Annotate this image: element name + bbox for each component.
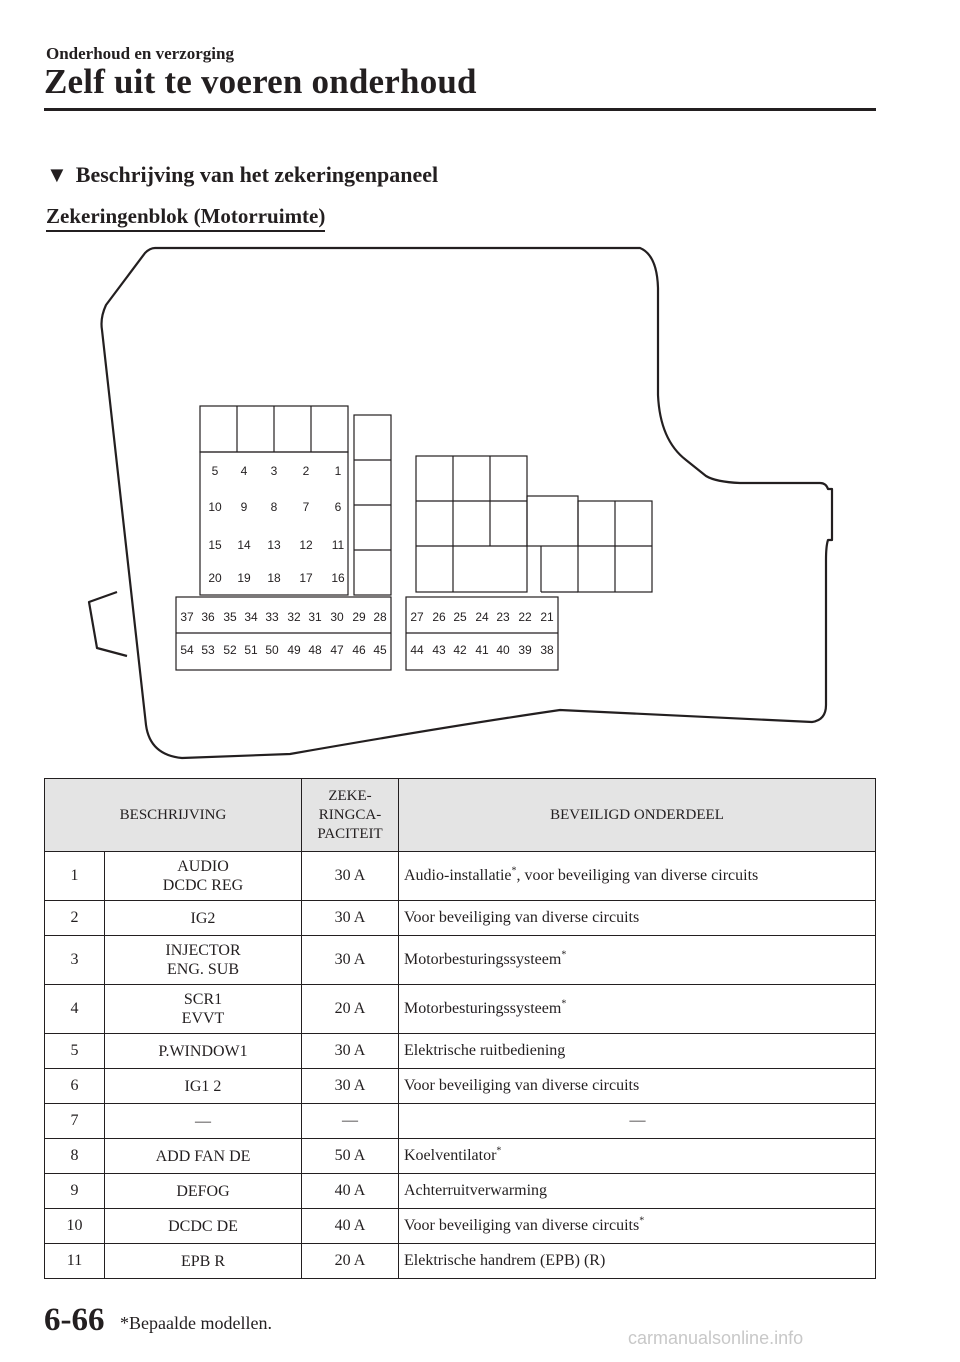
fuse-description: DCDC DE <box>105 1209 302 1244</box>
fuse-description: IG1 2 <box>105 1069 302 1104</box>
table-row <box>45 1104 876 1139</box>
fuse-label-10: 10 <box>208 500 222 514</box>
table-row <box>45 1244 876 1279</box>
fuse-capacity: 50 A <box>302 1139 399 1174</box>
fuse-table <box>44 778 876 1279</box>
fuse-description: DEFOG <box>105 1174 302 1209</box>
protected-part: Achterruitverwarming <box>399 1174 876 1209</box>
fuse-label-19: 19 <box>237 571 251 585</box>
fuse-label-50: 50 <box>265 643 279 657</box>
fuse-description: INJECTOR ENG. SUB <box>105 936 302 985</box>
fuse-label-16: 16 <box>331 571 345 585</box>
fuse-number: 11 <box>45 1244 105 1279</box>
subsection-title: Beschrijving van het zekeringenpaneel <box>75 162 439 187</box>
fuse-label-38: 38 <box>540 643 554 657</box>
protected-part: Motorbesturingssysteem* <box>399 936 876 985</box>
fuse-description: IG2 <box>105 901 302 936</box>
fuse-description: EPB R <box>105 1244 302 1279</box>
fuse-capacity: 30 A <box>302 936 399 985</box>
protected-part: — <box>399 1104 876 1139</box>
fuse-label-1: 1 <box>334 464 342 478</box>
table-row <box>45 1139 876 1174</box>
fuse-label-37: 37 <box>180 610 194 624</box>
fuse-label-51: 51 <box>244 643 258 657</box>
fuse-label-12: 12 <box>299 538 313 552</box>
fuse-label-53: 53 <box>201 643 215 657</box>
fuse-label-27: 27 <box>410 610 424 624</box>
fuse-capacity: 40 A <box>302 1209 399 1244</box>
fuse-label-41: 41 <box>475 643 489 657</box>
table-row <box>45 936 876 985</box>
fuse-label-9: 9 <box>240 500 248 514</box>
fuse-label-28: 28 <box>373 610 387 624</box>
footnote: *Bepaalde modellen. <box>120 1313 272 1333</box>
fuse-block-title: Zekeringenblok (Motorruimte) <box>46 204 325 232</box>
fuse-number: 7 <box>45 1104 105 1139</box>
fuse-capacity: — <box>302 1104 399 1139</box>
fuse-label-21: 21 <box>540 610 554 624</box>
fuse-label-40: 40 <box>496 643 510 657</box>
fuse-label-49: 49 <box>287 643 301 657</box>
fuse-number: 6 <box>45 1069 105 1104</box>
fuse-label-20: 20 <box>208 571 222 585</box>
fuse-label-47: 47 <box>330 643 344 657</box>
fuse-label-4: 4 <box>240 464 248 478</box>
protected-part: Koelventilator* <box>399 1139 876 1174</box>
fuse-label-6: 6 <box>334 500 342 514</box>
fuse-label-52: 52 <box>223 643 237 657</box>
fuse-label-13: 13 <box>267 538 281 552</box>
section-kicker: Onderhoud en verzorging <box>46 44 234 63</box>
fuse-label-48: 48 <box>308 643 322 657</box>
fuse-label-45: 45 <box>373 643 387 657</box>
fuse-label-43: 43 <box>432 643 446 657</box>
fuse-number: 8 <box>45 1139 105 1174</box>
fuse-capacity: 30 A <box>302 1034 399 1069</box>
header-description: BESCHRIJVING <box>45 779 302 852</box>
protected-part: Motorbesturingssysteem* <box>399 985 876 1034</box>
fuse-number: 2 <box>45 901 105 936</box>
fuse-label-26: 26 <box>432 610 446 624</box>
fuse-label-31: 31 <box>308 610 322 624</box>
fuse-label-2: 2 <box>302 464 310 478</box>
protected-part: Elektrische ruitbediening <box>399 1034 876 1069</box>
fuse-description: ADD FAN DE <box>105 1139 302 1174</box>
fuse-label-15: 15 <box>208 538 222 552</box>
fuse-label-39: 39 <box>518 643 532 657</box>
fuse-label-18: 18 <box>267 571 281 585</box>
protected-part: Voor beveiliging van diverse circuits <box>399 1069 876 1104</box>
fuse-label-54: 54 <box>180 643 194 657</box>
table-row <box>45 901 876 936</box>
fuse-number: 10 <box>45 1209 105 1244</box>
fuse-label-8: 8 <box>270 500 278 514</box>
fuse-label-30: 30 <box>330 610 344 624</box>
header-protected-part: BEVEILIGD ONDERDEEL <box>399 779 876 852</box>
fuse-number: 1 <box>45 852 105 901</box>
watermark: carmanualsonline.info <box>628 1328 804 1348</box>
table-row <box>45 1209 876 1244</box>
fuse-capacity: 30 A <box>302 1069 399 1104</box>
fuse-label-36: 36 <box>201 610 215 624</box>
fuse-label-5: 5 <box>211 464 219 478</box>
page-number: 6-66 <box>44 1302 105 1338</box>
header-capacity: ZEKE- RINGCA- PACITEIT <box>302 779 399 852</box>
protected-part: Audio-installatie*, voor beveiliging van diverse circuits <box>399 852 876 901</box>
fuse-description: SCR1 EVVT <box>105 985 302 1034</box>
triangle-down-icon: ▼ <box>46 162 68 187</box>
fuse-label-22: 22 <box>518 610 532 624</box>
table-row <box>45 1069 876 1104</box>
fuse-label-14: 14 <box>237 538 251 552</box>
fuse-label-35: 35 <box>223 610 237 624</box>
fuse-label-42: 42 <box>453 643 467 657</box>
table-header-row <box>45 779 876 852</box>
page-title: Zelf uit te voeren onderhoud <box>44 62 477 101</box>
fuse-label-25: 25 <box>453 610 467 624</box>
fuse-label-33: 33 <box>265 610 279 624</box>
fuse-label-46: 46 <box>352 643 366 657</box>
fuse-number: 9 <box>45 1174 105 1209</box>
fuse-description: P.WINDOW1 <box>105 1034 302 1069</box>
fuse-capacity: 30 A <box>302 852 399 901</box>
fuse-label-32: 32 <box>287 610 301 624</box>
protected-part: Voor beveiliging van diverse circuits* <box>399 1209 876 1244</box>
fuse-capacity: 20 A <box>302 1244 399 1279</box>
fuse-label-44: 44 <box>410 643 424 657</box>
fuse-capacity: 40 A <box>302 1174 399 1209</box>
fuse-capacity: 20 A <box>302 985 399 1034</box>
fuse-label-3: 3 <box>270 464 278 478</box>
fuse-label-34: 34 <box>244 610 258 624</box>
fuse-label-23: 23 <box>496 610 510 624</box>
fuse-number: 5 <box>45 1034 105 1069</box>
fuse-description: — <box>105 1104 302 1139</box>
table-row <box>45 1034 876 1069</box>
fuse-label-11: 11 <box>331 538 345 552</box>
table-row <box>45 1174 876 1209</box>
fuse-capacity: 30 A <box>302 901 399 936</box>
fuse-label-24: 24 <box>475 610 489 624</box>
fuse-description: AUDIO DCDC REG <box>105 852 302 901</box>
fuse-number-labels <box>180 464 554 657</box>
fuse-number: 4 <box>45 985 105 1034</box>
fuse-label-29: 29 <box>352 610 366 624</box>
table-row <box>45 852 876 901</box>
table-row <box>45 985 876 1034</box>
fuse-label-17: 17 <box>299 571 313 585</box>
fuse-number: 3 <box>45 936 105 985</box>
fuse-label-7: 7 <box>302 500 310 514</box>
protected-part: Elektrische handrem (EPB) (R) <box>399 1244 876 1279</box>
protected-part: Voor beveiliging van diverse circuits <box>399 901 876 936</box>
